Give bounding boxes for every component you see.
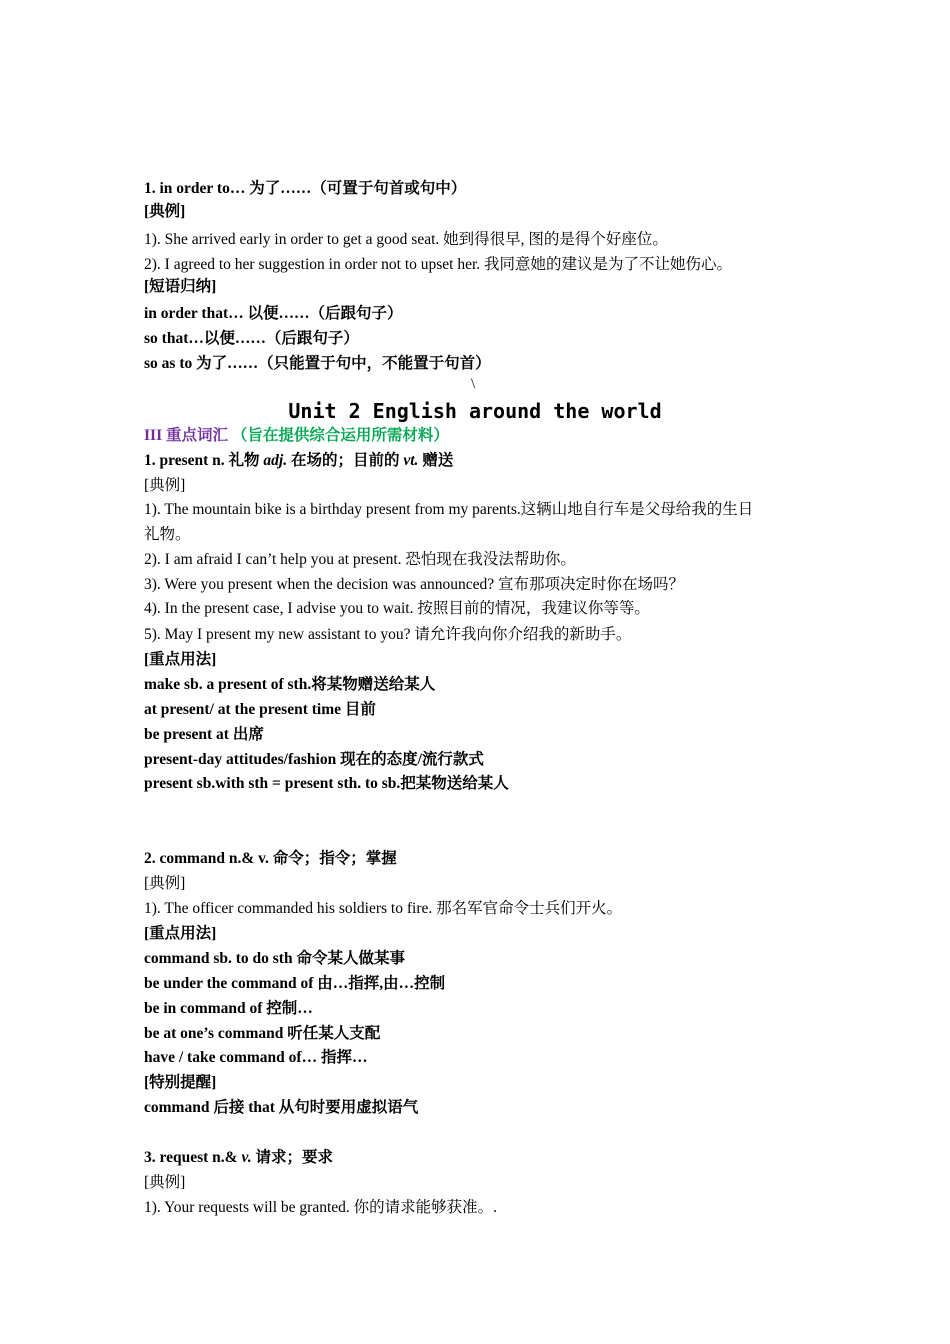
usage-line: be in command of 控制… xyxy=(144,1000,313,1017)
heading-part: 赠送 xyxy=(418,452,454,469)
heading-part: 3. request n.& xyxy=(144,1149,242,1166)
example-line: 1). The mountain bike is a birthday present from my parents.这辆山地自行车是父母给我的生日 xyxy=(144,501,754,518)
section-heading xyxy=(144,426,449,446)
usage-line: command sb. to do sth 命令某人做某事 xyxy=(144,950,405,967)
usage-line: be present at 出席 xyxy=(144,726,264,743)
summary-tag: [短语归纳] xyxy=(144,278,217,295)
unit-title: Unit 2 English around the world xyxy=(288,399,662,423)
example-line: 5). May I present my new assistant to you? 请允许我向你介绍我的新助手。 xyxy=(144,626,632,643)
phrase-line: in order that… 以便……（后跟句子） xyxy=(144,305,403,322)
example-tag: [典例] xyxy=(144,477,186,494)
tip-line: command 后接 that 从句时要用虚拟语气 xyxy=(144,1099,419,1116)
usage-tag: [重点用法] xyxy=(144,925,217,942)
section-note: （旨在提供综合运用所需材料） xyxy=(231,427,449,444)
example-line: 2). I am afraid I can’t help you at present. 恐怕现在我没法帮助你。 xyxy=(144,551,576,568)
example-line: 2). I agreed to her suggestion in order not to upset her. 我同意她的建议是为了不让她伤心。 xyxy=(144,256,733,273)
example-tag: [典例] xyxy=(144,1174,186,1191)
usage-line: present-day attitudes/fashion 现在的态度/流行款式 xyxy=(144,751,484,768)
example-line: 3). Were you present when the decision was announced? 宣布那项决定时你在场吗？ xyxy=(144,576,684,593)
heading-request xyxy=(144,1148,333,1168)
example-line: 4). In the present case, I advise you to wait. 按照目前的情况，我建议你等等。 xyxy=(144,600,650,617)
usage-line: at present/ at the present time 目前 xyxy=(144,701,376,718)
phrase-line: so as to 为了……（只能置于句中，不能置于句首） xyxy=(144,355,491,372)
tip-tag: [特别提醒] xyxy=(144,1074,217,1091)
example-line: 1). She arrived early in order to get a good seat. 她到得很早, 图的是得个好座位。 xyxy=(144,231,668,248)
heading-part: vt. xyxy=(403,452,419,469)
example-line-cont: 礼物。 xyxy=(144,526,191,543)
example-tag: [典例] xyxy=(144,203,186,220)
heading-command: 2. command n.& v. 命令；指令；掌握 xyxy=(144,850,397,867)
heading-part: 请求；要求 xyxy=(251,1149,334,1166)
usage-line: be under the command of 由…指挥,由…控制 xyxy=(144,975,446,992)
usage-line: present sb.with sth = present sth. to sb.把某物送给某人 xyxy=(144,775,509,792)
backslash-mark: \ xyxy=(471,376,476,392)
heading-part: v. xyxy=(241,1149,252,1166)
heading-part: 1. present n. 礼物 xyxy=(144,452,264,469)
heading-part: 在场的；目前的 xyxy=(287,452,404,469)
heading-part: adj. xyxy=(263,452,288,469)
example-line: 1). The officer commanded his soldiers to fire. 那名军官命令士兵们开火。 xyxy=(144,900,623,917)
heading-present xyxy=(144,451,453,471)
example-tag: [典例] xyxy=(144,875,186,892)
section-label: III 重点词汇 xyxy=(144,427,228,444)
usage-line: have / take command of… 指挥… xyxy=(144,1049,368,1066)
example-line: 1). Your requests will be granted. 你的请求能够获准。. xyxy=(144,1199,498,1216)
usage-line: be at one’s command 听任某人支配 xyxy=(144,1025,381,1042)
phrase-line: so that…以便……（后跟句子） xyxy=(144,330,359,347)
usage-tag: [重点用法] xyxy=(144,651,217,668)
usage-line: make sb. a present of sth.将某物赠送给某人 xyxy=(144,676,436,693)
heading-in-order-to: 1. in order to… 为了……（可置于句首或句中） xyxy=(144,180,467,197)
